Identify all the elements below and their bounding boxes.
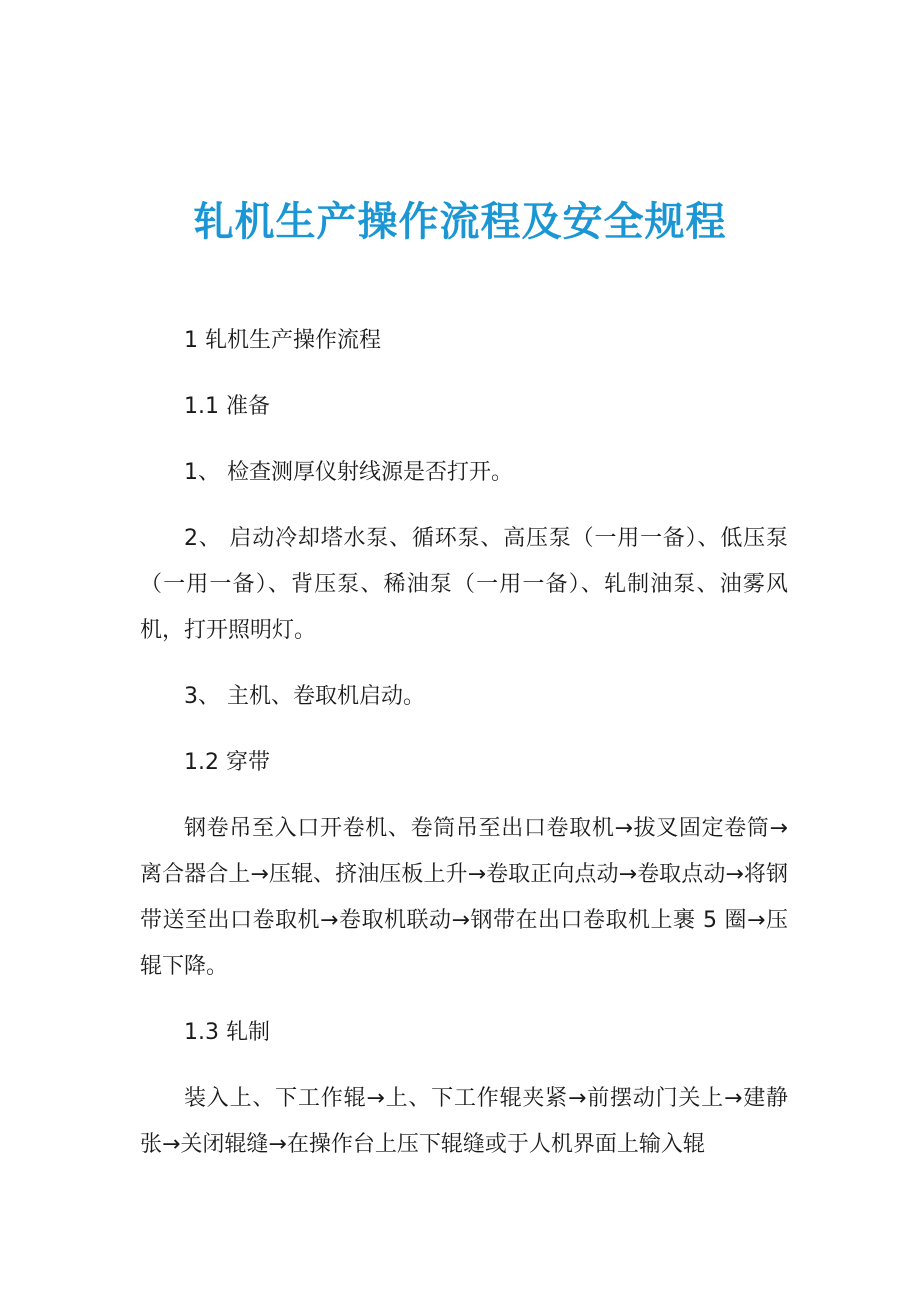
threading-paragraph: 钢卷吊至入口开卷机、卷筒吊至出口卷取机→拔叉固定卷筒→离合器合上→压辊、挤油压板上升→卷取正向点动→卷取点动→将钢带送至出口卷取机→卷取机联动→钢带在出口卷取机上裹 5 圈→压辊下降。 xyxy=(140,816,788,979)
subsection-heading-1-2: 1.2 穿带 xyxy=(184,750,270,775)
document-body xyxy=(140,318,788,1168)
list-item-2: 2、 启动冷却塔水泵、循环泵、高压泵（一用一备）、低压泵（一用一备）、背压泵、稀油泵（一用一备）、轧制油泵、油雾风机，打开照明灯。 xyxy=(140,526,788,643)
subsection-heading-1-1: 1.1 准备 xyxy=(184,394,270,419)
subsection-heading-1-3: 1.3 轧制 xyxy=(184,1020,270,1045)
list-item-3: 3、 主机、卷取机启动。 xyxy=(184,684,425,709)
document-title: 轧机生产操作流程及安全规程 xyxy=(193,199,727,245)
section-heading-1: 1 轧机生产操作流程 xyxy=(184,328,381,353)
list-item-1: 1、 检查测厚仪射线源是否打开。 xyxy=(184,460,513,485)
rolling-paragraph: 装入上、下工作辊→上、下工作辊夹紧→前摆动门关上→建静张→关闭辊缝→在操作台上压下辊缝或于人机界面上输入辊 xyxy=(140,1086,788,1157)
